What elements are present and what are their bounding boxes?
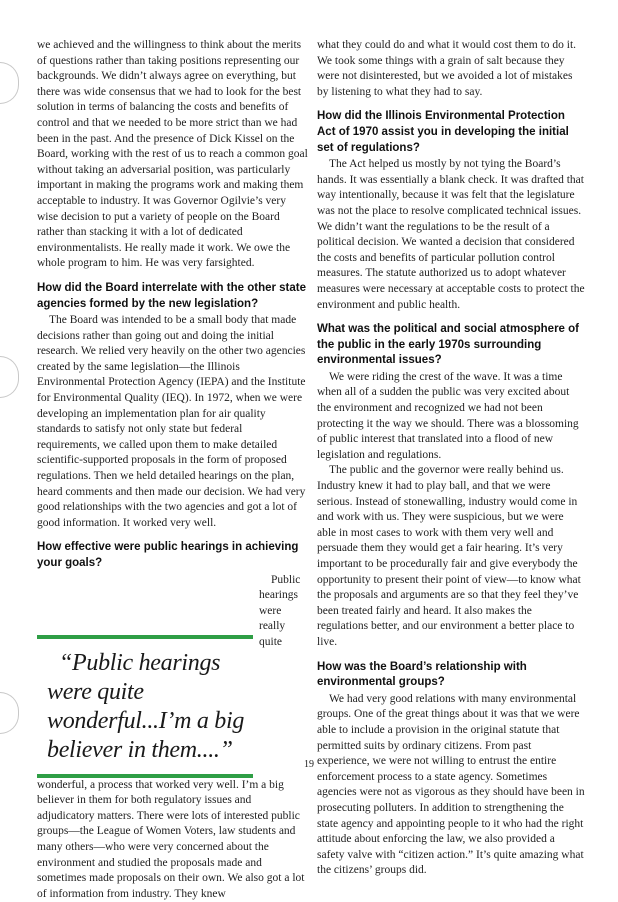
paragraph: what they could do and what it would cost them to do it. We took some things with a grain of salt because they were not disinterested, but we avoided a lot of mistakes by listening to what they had to say. [317, 39, 577, 98]
pull-quote-text: “Public hearings were quite wonderful...I’m a big believer in them....” [47, 649, 245, 763]
paragraph: The Board was intended to be a small body that made decisions rather than going out and doing the initial research. We relied very heavily on the other two agencies created by the same legislation—the Illinois Environmental Protection Agency (IEPA) and the Institute for Environmental Quality (IEQ). In 1972, when we were developing an implementation plan for air quality standards to satisfy not only state but federal requirements, we called upon them to make detailed scientific-supported proposals in the form of proposed regulations. Then we held detailed hearings on the plan, heard comments and then made our decision. We had very good relationships with the two agencies and got a lot of good information. It worked very well. [37, 314, 306, 529]
paragraph-text: Public hearings were really quite wonderful, a process that worked very well. I’m a big believer in them for both regulatory issues and adjudicatory matters. There were lots of interested public groups—the League of Women Voters, law students and many others—who were very concerned about the environment and studied the proposals made and sometimes made proposals on their own. We also got a lot of information from industry. They knew [37, 573, 305, 900]
interview-question: How was the Board’s relationship with environmental groups? [317, 660, 527, 689]
pull-quote-rule-bottom [37, 774, 253, 778]
paragraph: The Act helped us mostly by not tying the Board’s hands. It was essentially a blank check. It was drafted that way intentionally, because it was felt that the legislature was not the place to resolve complicated technical issues. We didn’t want the regulations to be the result of a political decision. We wanted a decision that considered the costs and benefits of particular pollution control measures. The statute authorized us to adopt whatever measures were necessary at acceptable costs to protect the environment and public health. [317, 158, 585, 311]
paragraph: The public and the governor were really behind us. Industry knew it had to play ball, and that we were serious. Instead of stonewalling, industry would come in and work with us. They were suspicious, but we were able in most cases to work with them very well and persuade them they would get a fair hearing. It’s very important to be procedurally fair and give everybody the opportunity to present their point of view—to know what the proposals and arguments are so that they feel they’ve been treated fairly and heard. It also makes the regulations better, and our environment a better place to live. [317, 464, 581, 648]
paragraph: we achieved and the willingness to think about the merits of questions rather than taking positions representing our backgrounds. We didn’t always agree on everything, but there was wide consensus that we had to look for the best solution in terms of balancing the costs and benefits of control and that we needed to be more strict than we had been in the past. And the presence of Dick Kissel on the Board, working with the rest of us to reach a common goal without taking an adversarial position, was particularly important in making the programs work and making them acceptable to industry. It was Governor Ogilvie’s very wise decision to put a variety of people on the Board rather than stacking it with a lot of dedicated environmentalists. He really made it work. We owe the whole program to him. He was very farsighted. [37, 39, 308, 270]
punch-hole-mark [0, 356, 19, 398]
punch-hole-mark [0, 62, 19, 104]
left-column [37, 38, 308, 902]
pull-quote-box [37, 635, 253, 778]
interview-question: How did the Board interrelate with the other state agencies formed by the new legislation? [37, 281, 307, 310]
page-number: 19 [304, 759, 314, 770]
interview-question: What was the political and social atmosphere of the public in the early 1970s surrounding environmental issues? [317, 323, 579, 367]
paragraph: We had very good relations with many environmental groups. One of the great things about it was that we were able to include a provision in the original statute that permitted suits by ordinary citizens. From past experience, we were not willing to entrust the entire enforcement process to a state agency. Sometimes agencies were not as vigorous as they should have been in prosecuting polluters. In addition to strengthening the state agency and appointing people to it who had the right attitude about enforcing the law, we also provided a safety valve with “citizen action.” It’s quite amazing what the citizens’ groups did. [317, 692, 585, 877]
punch-hole-mark [0, 692, 19, 734]
interview-question: How effective were public hearings in achieving your goals? [37, 541, 299, 569]
interview-question: How did the Illinois Environmental Protection Act of 1970 assist you in developing the initial set of regulations? [317, 110, 569, 154]
paragraph-with-pull-quote [37, 573, 308, 902]
right-column [317, 38, 585, 879]
paragraph: We were riding the crest of the wave. It was a time when all of a sudden the public was very excited about the environment and recognized we had not been protecting it the way we should. There was a blossoming of public interest that translated into a flood of new legislation and regulations. [317, 370, 579, 461]
